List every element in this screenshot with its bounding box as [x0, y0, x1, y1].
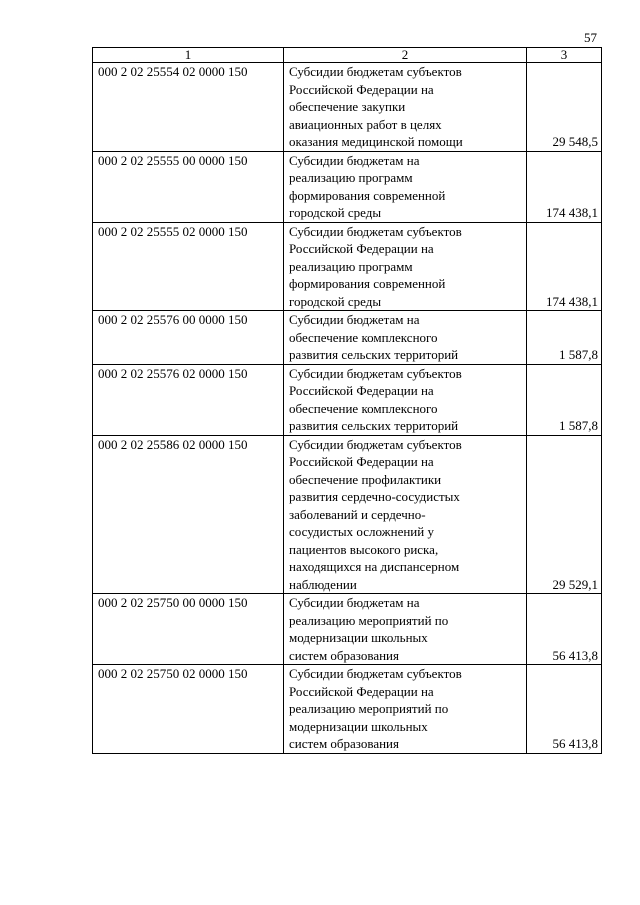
amount: 174 438,1	[527, 222, 602, 311]
description-line: систем образования	[289, 647, 399, 663]
table-header-row	[93, 48, 602, 63]
description-line: обеспечение профилактики	[289, 471, 442, 487]
table-row	[93, 665, 602, 754]
item-description	[284, 594, 527, 665]
amount: 1 587,8	[527, 364, 602, 435]
description-line: Российской Федерации на	[289, 454, 434, 469]
description-line: обеспечение комплексного	[289, 400, 438, 416]
description-line: Субсидии бюджетам субъектов	[289, 436, 462, 452]
description-line: заболеваний и сердечно-	[289, 506, 426, 522]
table-row	[93, 435, 602, 594]
description-line: Российской Федерации на	[289, 683, 434, 699]
table-row	[93, 594, 602, 665]
amount: 1 587,8	[527, 311, 602, 365]
description-line: Субсидии бюджетам на	[289, 595, 420, 610]
classification-code: 000 2 02 25555 02 0000 150	[93, 222, 284, 311]
item-description	[284, 665, 527, 754]
description-line: развития сердечно-сосудистых	[289, 489, 460, 504]
description-line: городской среды	[289, 293, 382, 309]
description-line: Субсидии бюджетам субъектов	[289, 365, 462, 381]
description-line: Российской Федерации на	[289, 383, 434, 398]
description-line: формирования современной	[289, 276, 446, 291]
budget-table	[92, 47, 602, 754]
item-description	[284, 151, 527, 222]
description-line: Субсидии бюджетам на	[289, 152, 420, 168]
description-line: пациентов высокого риска,	[289, 541, 439, 557]
classification-code: 000 2 02 25576 00 0000 150	[93, 311, 284, 365]
classification-code: 000 2 02 25576 02 0000 150	[93, 364, 284, 435]
amount: 29 548,5	[527, 63, 602, 152]
classification-code: 000 2 02 25750 00 0000 150	[93, 594, 284, 665]
amount: 174 438,1	[527, 151, 602, 222]
description-line: Субсидии бюджетам субъектов	[289, 64, 462, 79]
description-line: реализацию мероприятий по	[289, 701, 449, 716]
description-line: оказания медицинской помощи	[289, 134, 463, 149]
description-line: модернизации школьных	[289, 718, 428, 734]
classification-code: 000 2 02 25555 00 0000 150	[93, 151, 284, 222]
description-line: находящихся на диспансерном	[289, 559, 460, 574]
description-line: обеспечение комплексного	[289, 329, 438, 345]
page-number: 57	[584, 30, 597, 45]
description-line: Субсидии бюджетам субъектов	[289, 666, 462, 681]
description-line: городской среды	[289, 205, 382, 220]
amount: 56 413,8	[527, 594, 602, 665]
classification-code: 000 2 02 25750 02 0000 150	[93, 665, 284, 754]
description-line: модернизации школьных	[289, 630, 428, 645]
column-header-1: 1	[93, 48, 284, 63]
description-line: развития сельских территорий	[289, 418, 459, 433]
description-line: авиационных работ в целях	[289, 116, 442, 132]
item-description	[284, 63, 527, 152]
table-row	[93, 151, 602, 222]
amount: 56 413,8	[527, 665, 602, 754]
item-description	[284, 435, 527, 594]
table-row	[93, 311, 602, 365]
description-line: формирования современной	[289, 187, 446, 203]
description-line: реализацию программ	[289, 258, 413, 274]
description-line: наблюдении	[289, 576, 357, 592]
classification-code: 000 2 02 25554 02 0000 150	[93, 63, 284, 152]
table-row	[93, 222, 602, 311]
table-row	[93, 364, 602, 435]
item-description	[284, 364, 527, 435]
description-line: развития сельских территорий	[289, 347, 459, 362]
description-line: Субсидии бюджетам субъектов	[289, 223, 462, 239]
column-header-2: 2	[284, 48, 527, 63]
classification-code: 000 2 02 25586 02 0000 150	[93, 435, 284, 594]
item-description	[284, 311, 527, 365]
description-line: реализацию мероприятий по	[289, 612, 449, 628]
description-line: Субсидии бюджетам на	[289, 312, 420, 327]
item-description	[284, 222, 527, 311]
amount: 29 529,1	[527, 435, 602, 594]
column-header-3: 3	[527, 48, 602, 63]
table-row	[93, 63, 602, 152]
table-body	[93, 63, 602, 754]
description-line: систем образования	[289, 736, 399, 751]
description-line: обеспечение закупки	[289, 99, 406, 114]
description-line: сосудистых осложнений у	[289, 524, 434, 539]
description-line: Российской Федерации на	[289, 81, 434, 97]
description-line: реализацию программ	[289, 170, 413, 185]
description-line: Российской Федерации на	[289, 241, 434, 256]
